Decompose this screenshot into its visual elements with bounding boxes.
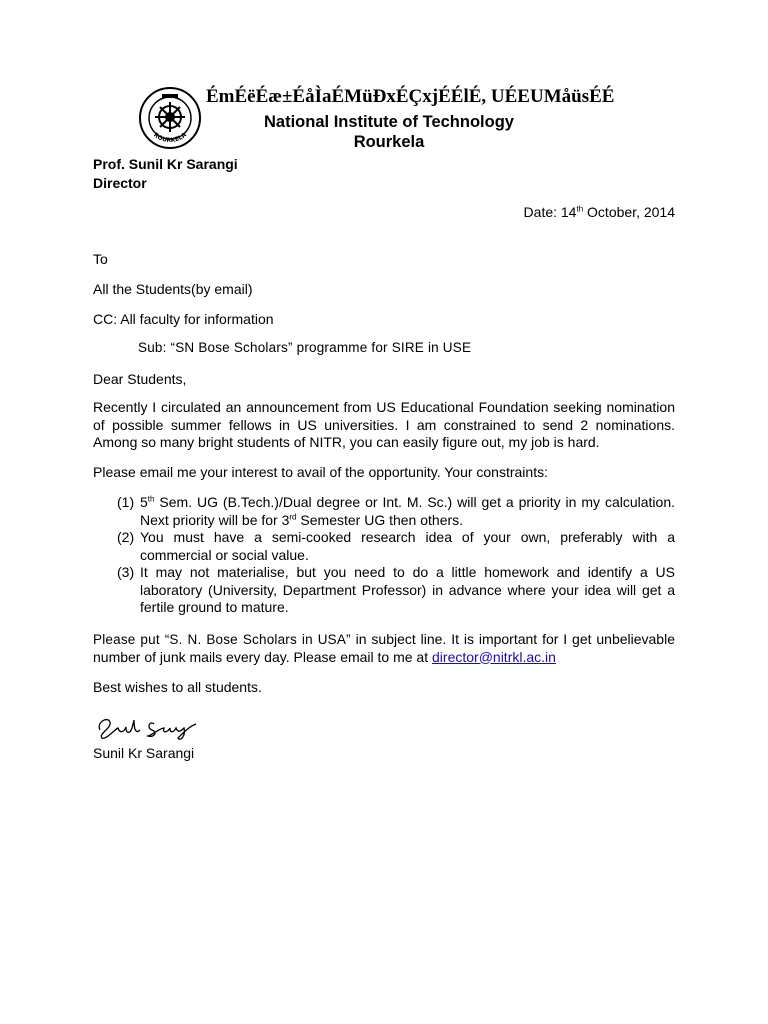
paragraph-announcement: Recently I circulated an announcement from US Educational Foundation seeking nomination of possible summer fellows in US universities. I am constrained to send 2 nominations. Among so many bright students of NITR, you can easily figure out, my job is hard. bbox=[93, 399, 675, 450]
list-item: (1) 5th Sem. UG (B.Tech.)/Dual degree or Int. M. Sc.) will get a priority in my calculation. Next priority will be for 3rd Semester UG then others. bbox=[117, 494, 675, 528]
institute-name: National Institute of Technology bbox=[264, 113, 514, 131]
signature-name: Sunil Kr Sarangi bbox=[93, 745, 195, 761]
logo-ring-text: ROURKELA bbox=[152, 131, 188, 145]
salutation: Dear Students, bbox=[93, 371, 187, 387]
recipients: All the Students(by email) bbox=[93, 281, 253, 297]
hindi-institute-title: ÉmÉëÉæ±ÉåÌaÉMüÐxÉÇxjÉÉlÉ, UÉEUMåüsÉÉ bbox=[206, 86, 615, 107]
director-email-link[interactable]: director@nitrkl.ac.in bbox=[432, 648, 556, 665]
paragraph-subject-instruction: Please put “S. N. Bose Scholars in USA” in subject line. It is important for I get unbelievable number of junk mails every day. Please email to me at director@nitrkl.ac.in bbox=[93, 631, 675, 665]
sender-name: Prof. Sunil Kr Sarangi bbox=[93, 156, 238, 172]
institute-city: Rourkela bbox=[353, 133, 425, 151]
closing-line: Best wishes to all students. bbox=[93, 679, 262, 695]
sender-title: Director bbox=[93, 175, 147, 191]
to-label: To bbox=[93, 251, 108, 267]
cc-line: CC: All faculty for information bbox=[93, 311, 274, 327]
list-item: (2) You must have a semi-cooked research idea of your own, preferably with a commercial or social value. bbox=[117, 529, 675, 563]
letter-date: Date: 14th October, 2014 bbox=[523, 204, 675, 220]
list-item: (3) It may not materialise, but you need to do a little homework and identify a US laboratory (University, Department Professor) in advance where your idea will get a fertile ground to mature. bbox=[117, 564, 675, 615]
paragraph-constraints-intro: Please email me your interest to avail of the opportunity. Your constraints: bbox=[93, 464, 548, 480]
subject-line: Sub: “SN Bose Scholars” programme for SIRE in USE bbox=[138, 340, 472, 355]
handwritten-signature bbox=[92, 712, 212, 742]
constraints-list bbox=[93, 494, 675, 617]
